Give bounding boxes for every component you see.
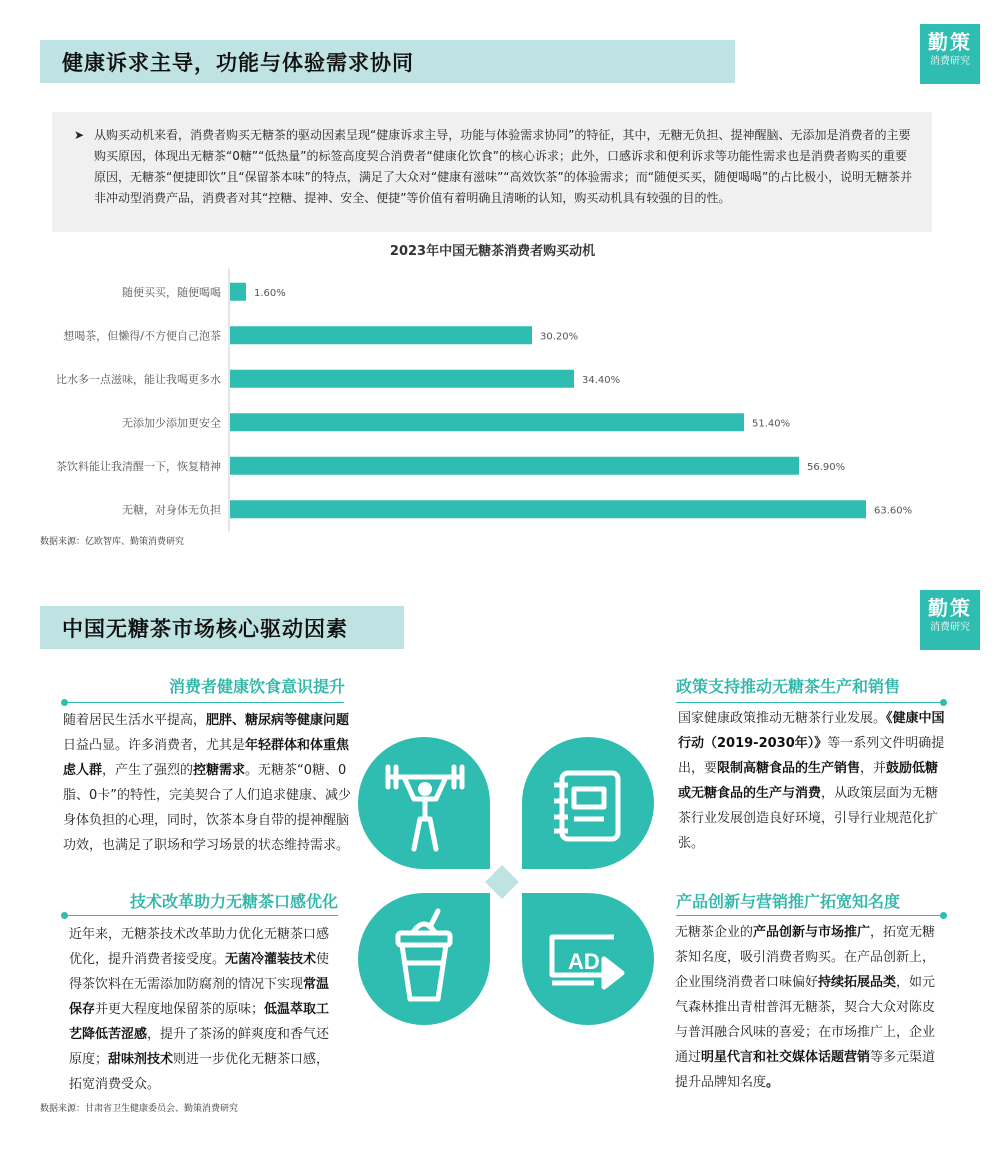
bar bbox=[230, 457, 799, 475]
marketing-petal bbox=[522, 893, 654, 1025]
logo-subtext: 消费研究 bbox=[930, 622, 970, 633]
center-diamond bbox=[485, 865, 519, 899]
value-label: 51.40% bbox=[752, 418, 791, 430]
summary-box bbox=[52, 112, 932, 232]
section2-source: 数据来源：甘肃省卫生健康委员会、勤策消费研究 bbox=[40, 1104, 239, 1114]
category-label: 比水多一点滋味，能让我喝更多水 bbox=[56, 372, 221, 386]
tech-block-title: 技术改革助力无糖茶口感优化 bbox=[129, 892, 338, 911]
tech-block-text: 近年来，无糖茶技术改革助力优化无糖茶口感优化，提升消费者接受度。无菌冷灌装技术使得茶饮料在无需添加防腐剂的情况下实现常温保存并更大程度地保留茶的原味；低温萃取工艺降低苦涩感，提升了茶汤的鲜爽度和香气还原度；甜味剂技术则进一步优化无糖茶口感，拓宽消费受众。 bbox=[69, 927, 330, 1092]
bar bbox=[230, 283, 246, 301]
logo-text: 勤策 bbox=[928, 596, 972, 620]
bar bbox=[230, 413, 744, 431]
tech-petal bbox=[358, 893, 490, 1025]
brand-logo bbox=[920, 24, 980, 84]
marketing-block-title: 产品创新与营销推广拓宽知名度 bbox=[676, 892, 901, 911]
value-label: 34.40% bbox=[582, 374, 621, 386]
health-block-text: 随着居民生活水平提高，肥胖、糖尿病等健康问题日益凸显。许多消费者，尤其是年轻群体和体重焦虑人群，产生了强烈的控糖需求。无糖茶“0糖、0脂、0卡”的特性，完美契合了人们追求健康、减少身体负担的心理，同时，饮茶本身自带的提神醒脑功效，也满足了职场和学习场景的状态维持需求。 bbox=[63, 713, 352, 853]
svg-text:AD: AD bbox=[568, 949, 600, 974]
health-title-underline bbox=[64, 702, 344, 703]
policy-title-underline bbox=[676, 702, 944, 703]
chart-source: 数据来源：亿欧智库、勤策消费研究 bbox=[40, 537, 185, 547]
cup-icon bbox=[358, 893, 490, 1025]
section2-title-banner bbox=[40, 606, 404, 649]
category-label: 无糖，对身体无负担 bbox=[122, 503, 221, 517]
chart-title: 2023年中国无糖茶消费者购买动机 bbox=[389, 244, 596, 259]
category-label: 随便买买，随便喝喝 bbox=[122, 285, 221, 299]
value-label: 30.20% bbox=[540, 331, 579, 343]
policy-petal bbox=[522, 737, 654, 869]
brand-logo-2 bbox=[920, 590, 980, 650]
section2-title: 中国无糖茶市场核心驱动因素 bbox=[62, 616, 348, 641]
section1-title: 健康诉求主导，功能与体验需求协同 bbox=[62, 50, 414, 75]
ad-screen-icon bbox=[522, 893, 654, 1025]
weightlifter-icon bbox=[358, 737, 490, 869]
section1-title-banner bbox=[40, 40, 735, 83]
marketing-title-underline bbox=[676, 915, 944, 916]
bar bbox=[230, 326, 532, 344]
policy-block-title: 政策支持推动无糖茶生产和销售 bbox=[676, 677, 901, 696]
health-block-title: 消费者健康饮食意识提升 bbox=[168, 677, 345, 696]
bar bbox=[230, 500, 866, 518]
category-label: 想喝茶，但懒得/不方便自己泡茶 bbox=[63, 329, 221, 343]
tech-title-underline bbox=[64, 915, 338, 916]
notebook-icon bbox=[522, 737, 654, 869]
logo-subtext: 消费研究 bbox=[930, 56, 970, 67]
category-label: 无添加少添加更安全 bbox=[122, 416, 221, 430]
value-label: 1.60% bbox=[254, 287, 286, 299]
value-label: 56.90% bbox=[807, 461, 846, 473]
marketing-block-text: 无糖茶企业的产品创新与市场推广，拓宽无糖茶知名度，吸引消费者购买。在产品创新上，企业围绕消费者口味偏好持续拓展品类，如元气森林推出青柑普洱无糖茶，契合大众对陈皮与普洱融合风味的喜爱；在市场推广上，企业通过明星代言和社交媒体话题营销等多元渠道提升品牌知名度。 bbox=[675, 925, 936, 1090]
category-label: 茶饮料能让我清醒一下，恢复精神 bbox=[56, 459, 221, 473]
logo-text: 勤策 bbox=[928, 30, 972, 54]
bar-chart bbox=[0, 268, 1000, 532]
summary-text: 从购买动机来看，消费者购买无糖茶的驱动因素呈现“健康诉求主导，功能与体验需求协同”的特征，其中，无糖无负担、提神醒脑、无添加是消费者的主要购买原因，体现出无糖茶“0糖”“低热量”的标签高度契合消费者“健康化饮食”的核心诉求；此外，口感诉求和便利诉求等功能性需求也是消费者购买的重要原因，无糖茶“便捷即饮”且“保留茶本味”的特点，满足了大众对“健康有滋味”“高效饮茶”的体验需求；而“随便买买，随便喝喝”的占比极小，说明无糖茶并非冲动型消费产品，消费者对其“控糖、提神、安全、便捷”等价值有着明确且清晰的认知，购买动机具有较强的目的性。 bbox=[94, 128, 913, 205]
arrow-bullet-icon: ➤ bbox=[74, 128, 85, 142]
health-petal bbox=[358, 737, 490, 869]
policy-block-text: 国家健康政策推动无糖茶行业发展。《健康中国行动（2019-2030年）》等一系列文件明确提出，要限制高糖食品的生产销售，并鼓励低糖或无糖食品的生产与消费，从政策层面为无糖茶行业发展创造良好环境，引导行业规范化扩张。 bbox=[678, 711, 945, 851]
value-label: 63.60% bbox=[874, 505, 913, 517]
bar bbox=[230, 370, 574, 388]
